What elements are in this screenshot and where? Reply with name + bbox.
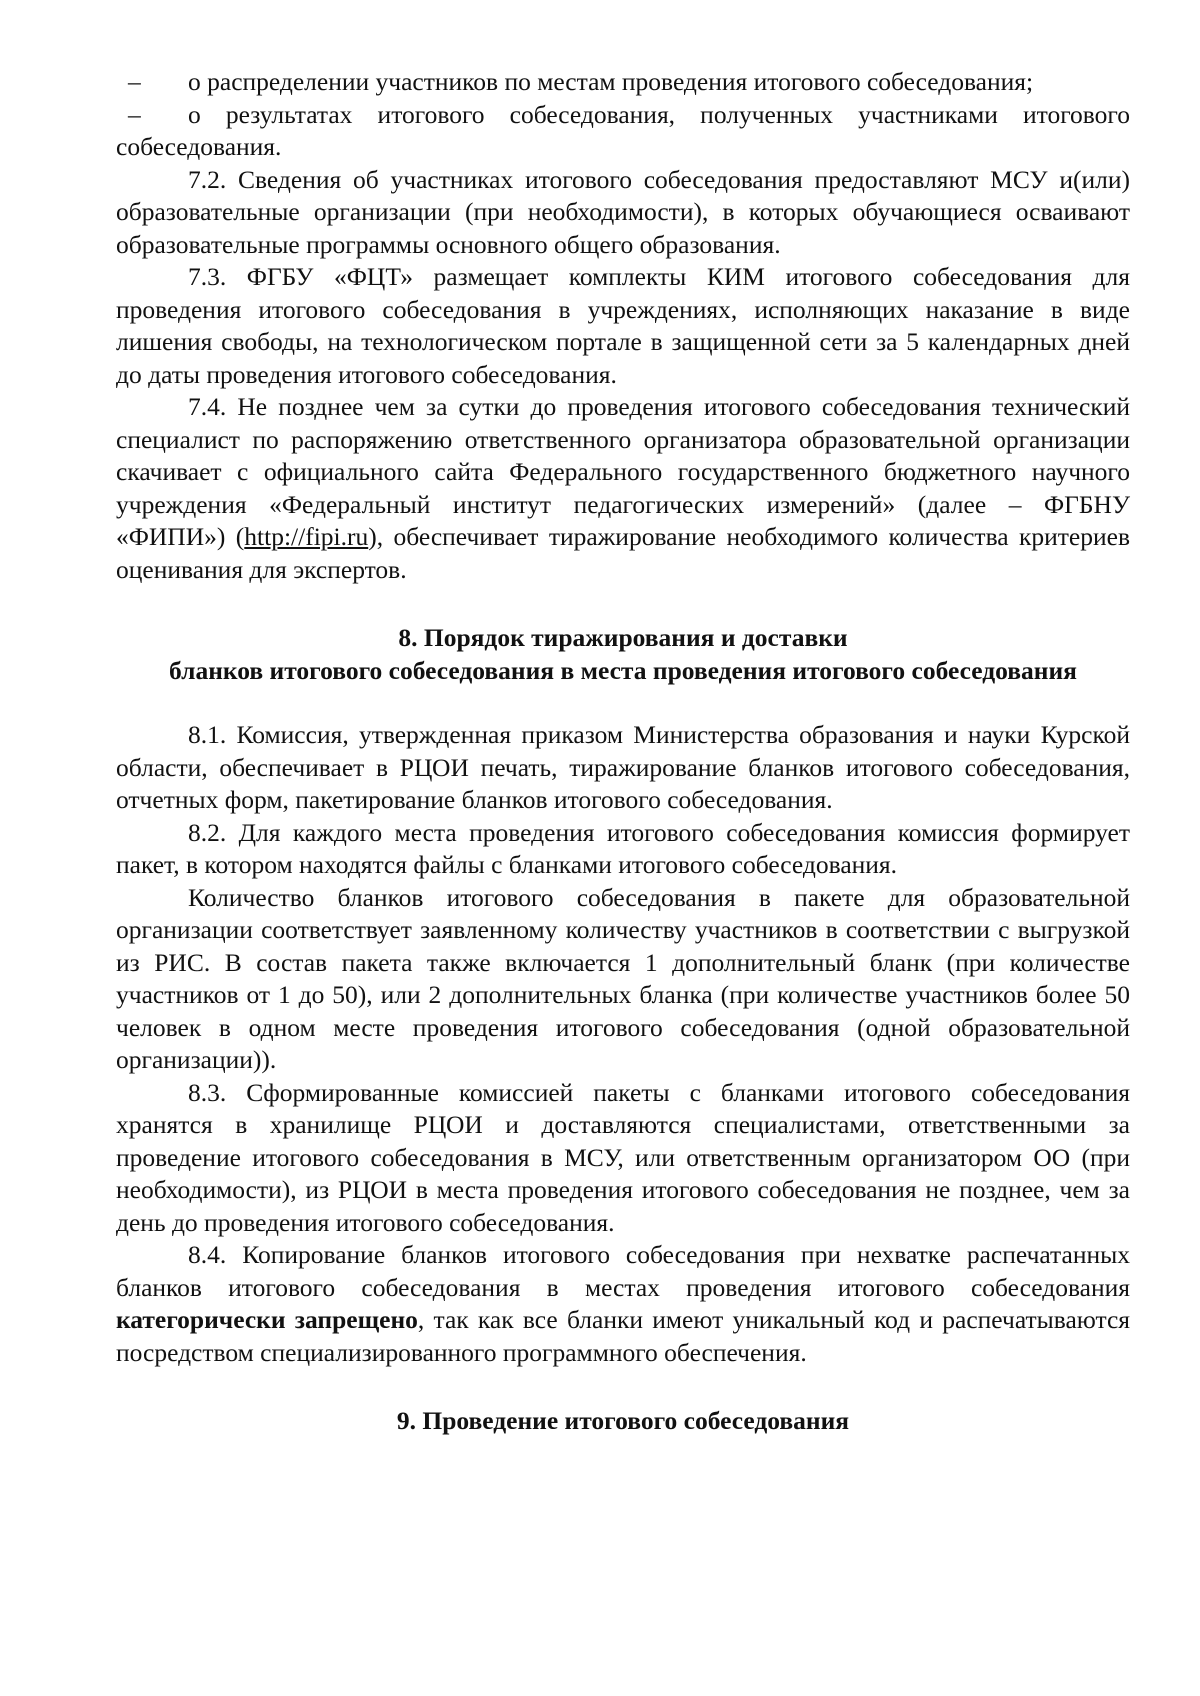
paragraph-7-2: 7.2. Сведения об участниках итогового собеседования предоставляют МСУ и(или) образовательные организации (при необходимости), в которых обучающиеся осваивают образовательные программы основного общего образования.	[116, 164, 1130, 259]
document-page	[116, 66, 1130, 1438]
paragraph-8-2: 8.2. Для каждого места проведения итогового собеседования комиссия формирует пакет, в котором находятся файлы с бланками итогового собеседования.	[116, 817, 1130, 879]
section-8-heading-line-2: бланков итогового собеседования в места проведения итогового собеседования	[169, 655, 1077, 685]
paragraph-7-4-text: 7.4. Не позднее чем за сутки до проведения итогового собеседования технический специалист по распоряжению ответственного организатора образовательной организации скачивает с официального сайта Федерального государственного бюджетного научного учреждения «Федеральный институт педагогических измерений» (далее – ФГБНУ «ФИПИ») (	[116, 392, 1130, 551]
paragraph-8-4-text: 8.4. Копирование бланков итогового собеседования при нехватке распечатанных бланков итогового собеседования в местах проведения итогового собеседования	[116, 1240, 1130, 1302]
section-8-heading-line-1: 8. Порядок тиражирования и доставки	[398, 623, 848, 652]
paragraph-8-4	[116, 1239, 1130, 1369]
paragraph-7-3: 7.3. ФГБУ «ФЦТ» размещает комплекты КИМ итогового собеседования для проведения итогового собеседования в учреждениях, исполняющих наказание в виде лишения свободы, на технологическом портале в защищенной сети за 5 календарных дней до даты проведения итогового собеседования.	[116, 262, 1130, 389]
paragraph-7-4-text-end: ), обеспечивает тиражирование необходимого количества критериев оценивания для экспертов.	[116, 522, 1130, 584]
paragraph-7-4	[116, 391, 1130, 586]
emphasis-forbidden: категорически запрещено	[116, 1305, 418, 1334]
list-item	[116, 99, 1130, 164]
spacer	[116, 586, 1130, 622]
list-dash: –	[128, 67, 141, 96]
section-9-heading: 9. Проведение итогового собеседования	[396, 1406, 850, 1435]
paragraph-8-2-continued: Количество бланков итогового собеседования в пакете для образовательной организации соответствует заявленному количеству участников в соответствии с выгрузкой из РИС. В состав пакета также включается 1 дополнительный бланк (при количестве участников от 1 до 50), или 2 дополнительных бланка (при количестве участников более 50 человек в одном месте проведения итогового собеседования (одной образовательной организации)).	[116, 882, 1130, 1074]
list-item-text: о результатах итогового собеседования, полученных участниками итогового собеседования.	[116, 99, 1130, 161]
paragraph-8-3: 8.3. Сформированные комиссией пакеты с бланками итогового собеседования хранятся в хранилище РЦОИ и доставляются специалистами, ответственными за проведение итогового собеседования в МСУ, или ответственным организатором ОО (при необходимости), из РЦОИ в места проведения итогового собеседования не позднее, чем за день до проведения итогового собеседования.	[116, 1077, 1130, 1237]
list-item	[116, 66, 1130, 99]
list-dash: –	[128, 99, 141, 129]
paragraph-8-1: 8.1. Комиссия, утвержденная приказом Министерства образования и науки Курской области, обеспечивает в РЦОИ печать, тиражирование бланков итогового собеседования, отчетных форм, пакетирование бланков итогового собеседования.	[116, 720, 1130, 814]
paragraph-8-4-text-end: , так как все бланки имеют уникальный код и распечатываются посредством специализированного программного обеспечения.	[116, 1305, 1130, 1367]
fipi-link[interactable]: http://fipi.ru	[244, 522, 369, 551]
spacer	[116, 1369, 1130, 1405]
list-item-text: о распределении участников по местам проведения итогового собеседования;	[188, 67, 1034, 96]
spacer	[116, 687, 1130, 719]
